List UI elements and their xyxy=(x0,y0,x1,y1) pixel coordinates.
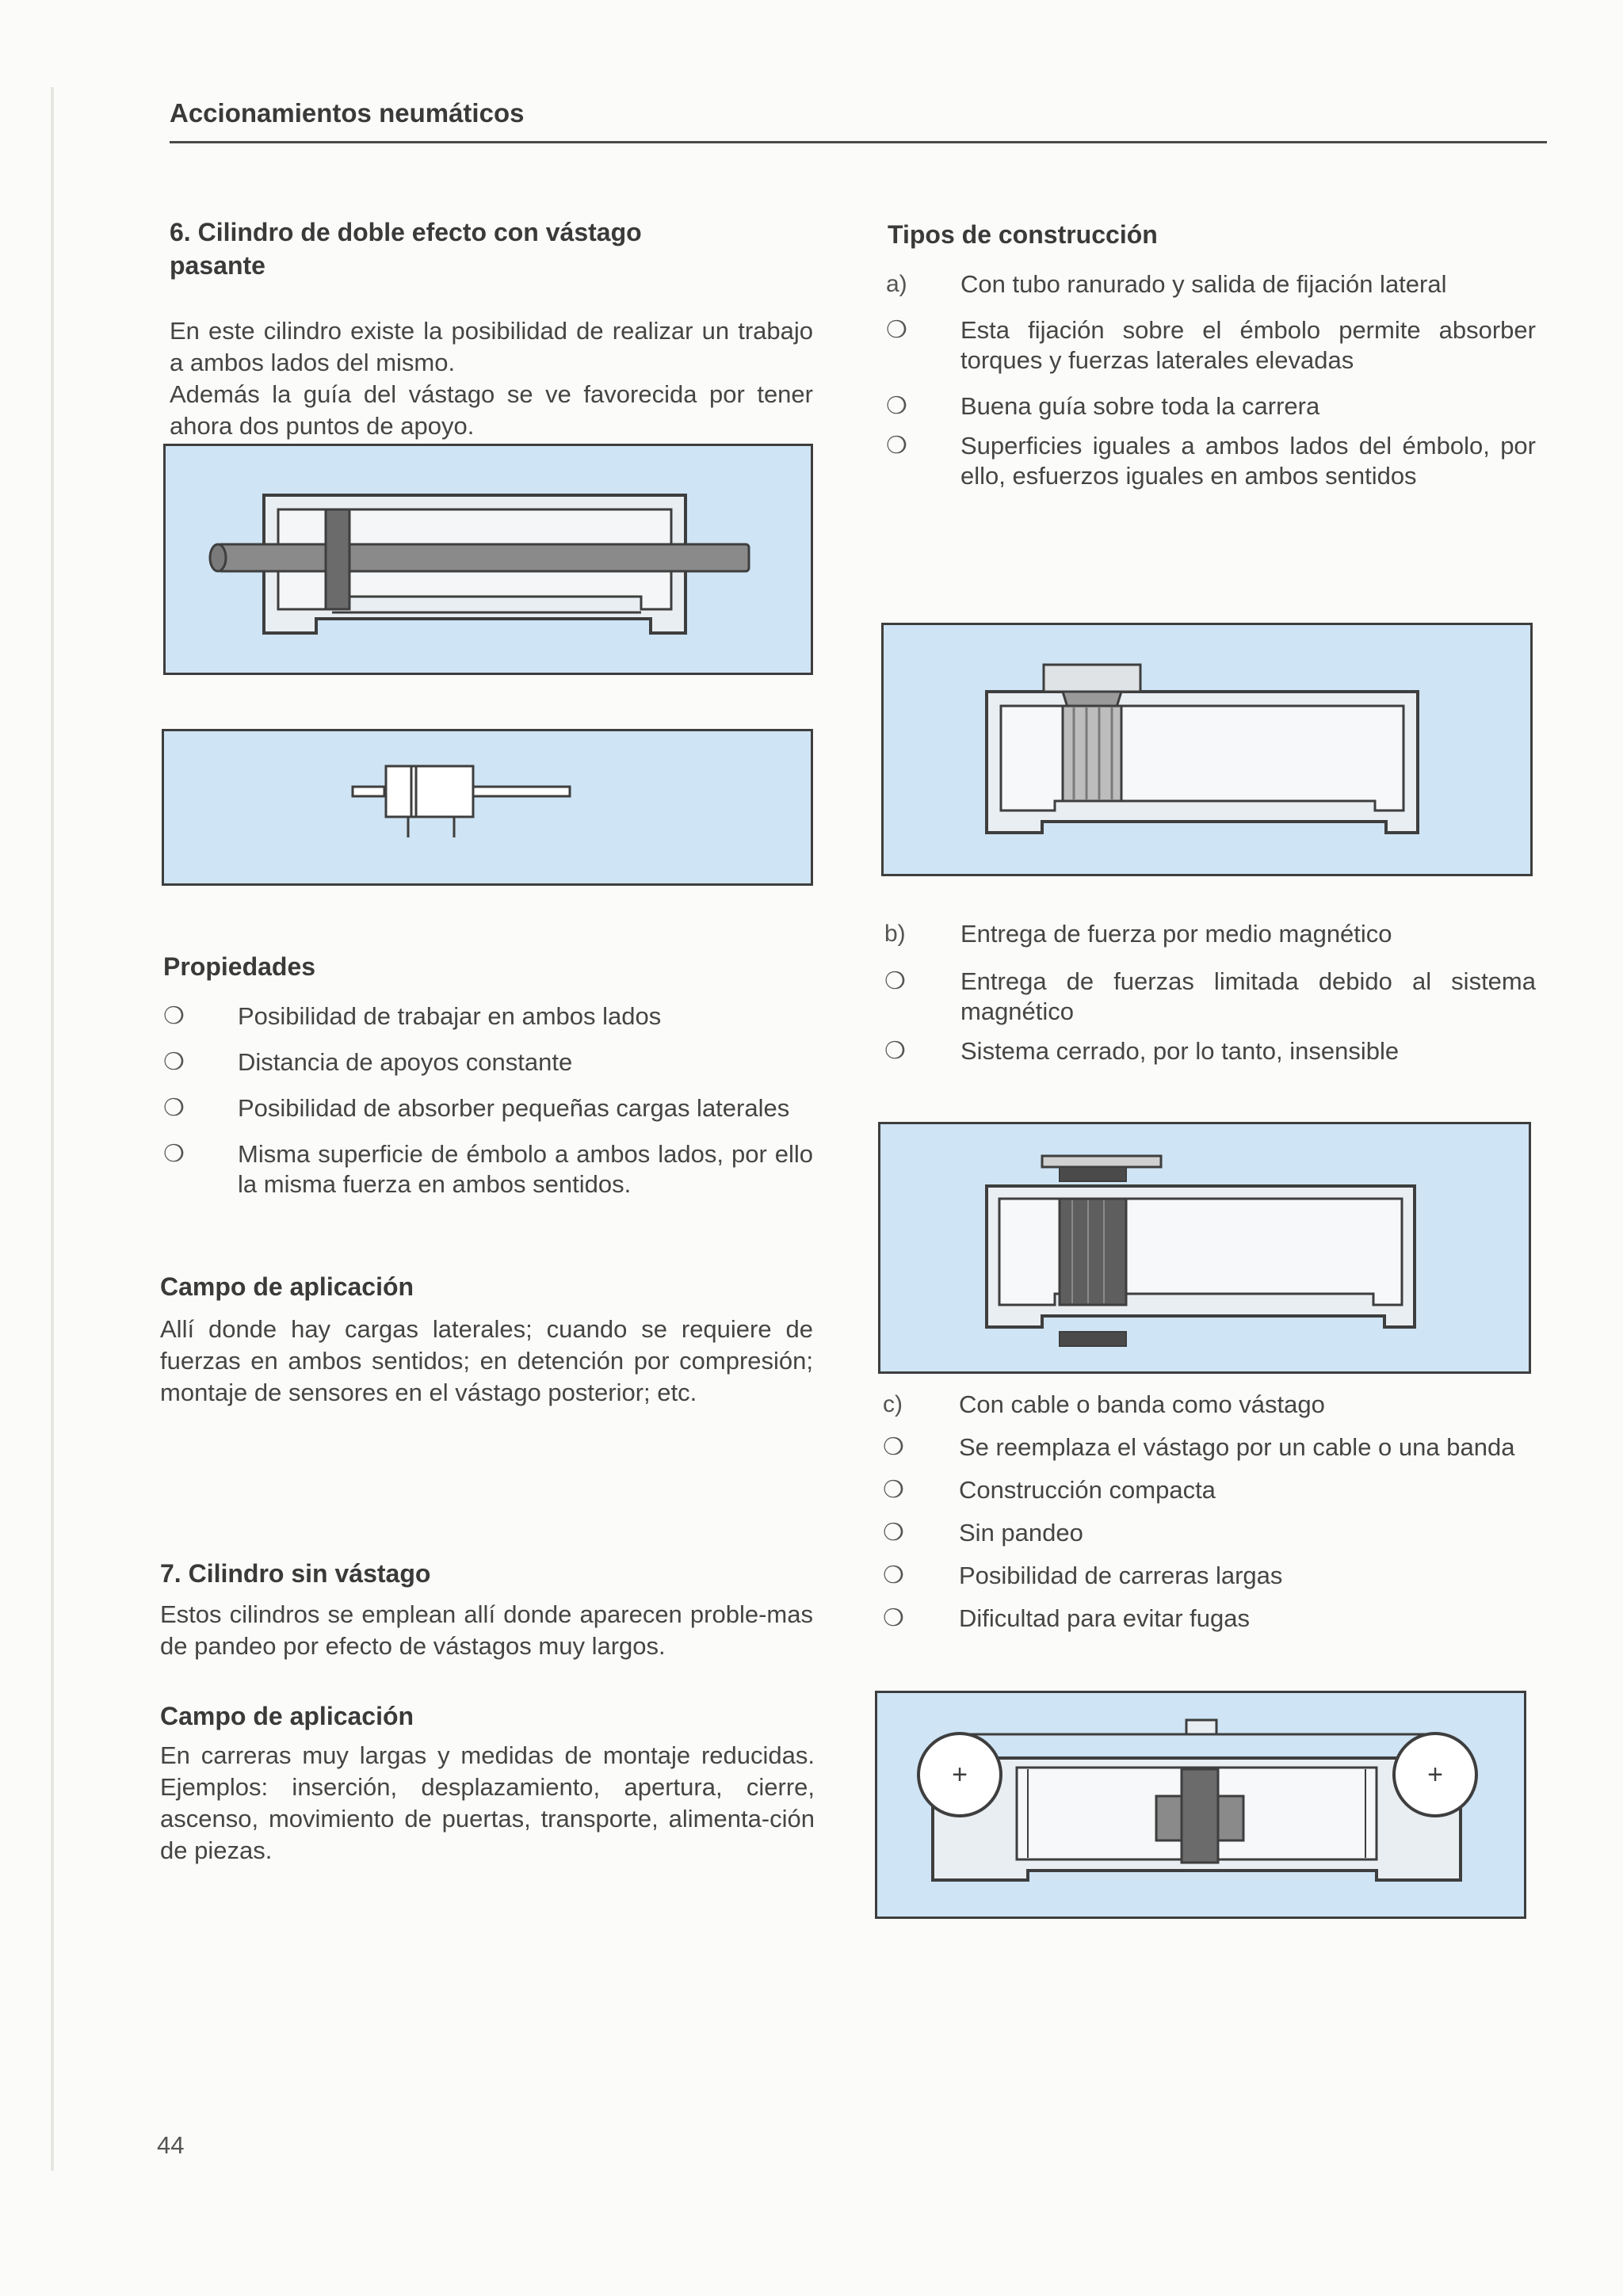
section-6-title-line2: pasante xyxy=(170,251,265,280)
construction-type-c xyxy=(883,1390,1534,1634)
type-c-label: c) xyxy=(883,1391,903,1417)
list-item: ❍ Se reemplaza el vástago por un cable o una banda xyxy=(883,1433,1515,1461)
section-6-title-line1: 6. Cilindro de doble efecto con vástago xyxy=(170,218,642,246)
list-item: ❍ Construcción compacta xyxy=(883,1476,1216,1504)
list-item: ❍ Superficies iguales a ambos lados del émbolo, por ello, esfuerzos iguales en ambos sentidos xyxy=(886,432,1536,490)
double-rod-cylinder-drawing xyxy=(166,446,811,673)
properties-heading: Propiedades xyxy=(163,952,316,981)
bullet-circle-icon: ❍ xyxy=(883,1562,904,1589)
list-item: a) Con tubo ranurado y salida de fijación lateral xyxy=(886,270,1447,298)
application-heading-6: Campo de aplicación xyxy=(160,1272,414,1301)
application-heading-7: Campo de aplicación xyxy=(160,1702,414,1730)
header-rule xyxy=(170,141,1547,143)
list-item: ❍ Buena guía sobre toda la carrera xyxy=(886,392,1320,420)
application-text-6: Allí donde hay cargas laterales; cuando se requiere de fuerzas en ambos sentidos; en detención por compresión; montaje de sensores en el vástago posterior; etc. xyxy=(160,1315,813,1406)
type-a-list xyxy=(886,269,1536,491)
list-item: ❍ Sistema cerrado, por lo tanto, insensible xyxy=(884,1037,1400,1065)
page-margin-line xyxy=(51,87,54,2171)
construction-heading: Tipos de construcción xyxy=(888,220,1158,249)
type-a-label: a) xyxy=(886,271,907,297)
bullet-circle-icon: ❍ xyxy=(883,1520,904,1546)
list-item: ❍ Entrega de fuerzas limitada debido al sistema magnético xyxy=(884,967,1536,1025)
type-c-list xyxy=(883,1390,1534,1634)
application-text-7: En carreras muy largas y medidas de montaje reducidas. Ejemplos: inserción, desplazamiento, apertura, cierre, ascenso, movimiento de puertas, transporte, alimenta-ción de piezas. xyxy=(160,1741,815,1864)
running-header: Accionamientos neumáticos xyxy=(170,98,525,128)
type-b-list xyxy=(884,919,1536,1066)
list-item: ❍ Distancia de apoyos constante xyxy=(163,1048,573,1076)
bullet-circle-icon: ❍ xyxy=(163,1141,185,1167)
section-7-title: 7. Cilindro sin vástago xyxy=(160,1559,431,1588)
piston xyxy=(326,509,349,609)
intro-paragraph-2: Además la guía del vástago se ve favorecida por tener ahora dos puntos de apoyo. xyxy=(170,380,813,440)
list-item: ❍ Sin pandeo xyxy=(883,1519,1083,1547)
page-number: 44 xyxy=(157,2131,185,2159)
list-item: ❍ Posibilidad de trabajar en ambos lados xyxy=(163,1002,662,1030)
bullet-circle-icon: ❍ xyxy=(886,393,907,419)
magnetic-cylinder-drawing xyxy=(880,1124,1529,1371)
piston xyxy=(1182,1769,1218,1863)
list-item: b) Entrega de fuerza por medio magnético xyxy=(884,920,1392,948)
section-6-heading xyxy=(170,215,835,282)
intro-paragraph-1: En este cilindro existe la posibilidad de realizar un trabajo a ambos lados del mismo. xyxy=(170,317,813,376)
bullet-circle-icon: ❍ xyxy=(163,1049,185,1075)
figure-double-rod-cylinder xyxy=(163,444,813,675)
list-item: ❍ Dificultad para evitar fugas xyxy=(883,1604,1251,1632)
bullet-circle-icon: ❍ xyxy=(883,1605,904,1631)
section-6-intro xyxy=(170,315,813,442)
bullet-circle-icon: ❍ xyxy=(884,968,906,994)
type-b-label: b) xyxy=(884,921,906,947)
bullet-circle-icon: ❍ xyxy=(883,1434,904,1460)
piston-rod xyxy=(218,544,749,571)
pulley-left-axle-icon: + xyxy=(952,1760,968,1790)
list-item: ❍ Esta fijación sobre el émbolo permite absorber torques y fuerzas laterales elevadas xyxy=(886,316,1536,374)
bullet-circle-icon: ❍ xyxy=(163,1095,185,1121)
cylinder-symbol-drawing xyxy=(164,731,811,883)
pulley-right-axle-icon: + xyxy=(1427,1760,1443,1790)
bullet-circle-icon: ❍ xyxy=(163,1003,185,1029)
list-item: c) Con cable o banda como vástago xyxy=(883,1390,1325,1418)
cable-cylinder-drawing xyxy=(877,1693,1524,1917)
construction-type-a xyxy=(886,269,1536,491)
bullet-circle-icon: ❍ xyxy=(886,433,907,459)
slotted-tube-drawing xyxy=(884,625,1530,874)
piston xyxy=(1060,1199,1126,1305)
list-item: ❍ Posibilidad de carreras largas xyxy=(883,1562,1283,1589)
list-item: ❍ Posibilidad de absorber pequeñas cargas laterales xyxy=(163,1094,790,1122)
construction-type-b xyxy=(884,919,1536,1066)
properties-list xyxy=(163,1001,813,1199)
figure-cable-cylinder xyxy=(875,1691,1526,1919)
bullet-circle-icon: ❍ xyxy=(884,1038,906,1064)
figure-slotted-tube-cylinder xyxy=(881,623,1533,876)
bullet-circle-icon: ❍ xyxy=(886,317,907,343)
list-item: ❍ Misma superficie de émbolo a ambos lados, por ello la misma fuerza en ambos sentidos. xyxy=(163,1140,813,1198)
section-7-intro: Estos cilindros se emplean allí donde aparecen proble-mas de pandeo por efecto de vástagos muy largos. xyxy=(160,1600,813,1660)
figure-magnetic-cylinder xyxy=(878,1122,1531,1374)
figure-cylinder-symbol xyxy=(162,729,813,886)
bullet-circle-icon: ❍ xyxy=(883,1477,904,1503)
